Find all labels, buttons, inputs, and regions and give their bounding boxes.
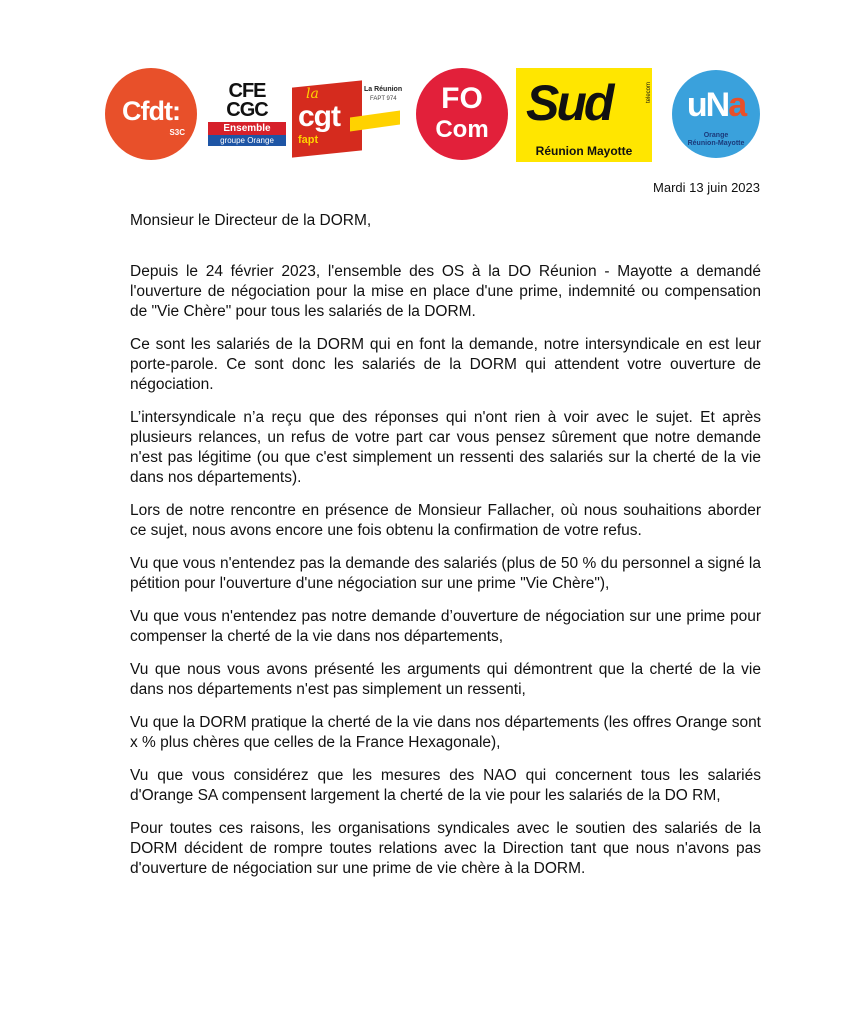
letter-paragraph: Vu que vous n'entendez pas notre demande d’ouverture de négociation sur une prime pour compenser la cherté de la vie dans nos départements, [130, 608, 761, 645]
letter-paragraph: Vu que vous n'entendez pas la demande des salariés (plus de 50 % du personnel a signé la pétition pour l'ouverture d'une négociation sur une prime "Vie Chère"), [130, 555, 761, 592]
cfdt-logo [105, 68, 197, 160]
cgt-logo-reunion: La Réunion [364, 86, 403, 93]
letter-salutation: Monsieur le Directeur de la DORM, [130, 212, 372, 229]
letter-paragraph: Vu que nous vous avons présenté les arguments qui démontrent que la cherté de la vie dans nos départements n'est pas simplement un ressenti, [130, 661, 761, 698]
letter-paragraph: Lors de notre rencontre en présence de Monsieur Fallacher, où nous souhaitions aborder ce sujet, nous avons encore une fois obtenu la confirmation de votre refus. [130, 502, 761, 539]
letter-paragraph: Depuis le 24 février 2023, l'ensemble des OS à la DO Réunion - Mayotte a demandé l'ouverture de négociation pour la mise en place d'une prime, indemnité ou compensation de "Vie Chère" pour tous les salariés de la DORM. [130, 263, 761, 320]
cfe-cgc-logo [208, 82, 286, 158]
cfe-cgc-groupe: groupe Orange [208, 135, 286, 146]
letter-paragraph: Ce sont les salariés de la DORM qui en font la demande, notre intersyndicale en est leur porte-parole. Ce sont donc les salariés de la DORM qui attendent votre ouverture de négociation. [130, 336, 761, 393]
unsa-logo-a: a [728, 86, 746, 124]
sud-logo-telecom: telecom [646, 82, 652, 104]
unsa-logo-sub [672, 132, 760, 148]
cfdt-logo-sub: S3C [169, 128, 185, 137]
letter-date: Mardi 13 juin 2023 [653, 180, 760, 195]
cfe-cgc-ensemble: Ensemble [208, 122, 286, 135]
fo-com-line2: Com [435, 116, 489, 143]
unsa-logo-un: uN [686, 86, 729, 124]
cgt-logo-la: la [306, 86, 319, 102]
sud-logo-name: Sud [526, 75, 612, 131]
unsa-logo [672, 70, 760, 158]
fo-com-logo [416, 68, 508, 160]
letter-paragraph: L’intersyndicale n’a reçu que des réponses qui n'ont rien à voir avec le sujet. Et après plusieurs relances, un refus de votre part car vous pensez sûrement que notre demande n'est pas légitime (ou que c'est simplement un ressenti des salariés sur la cherté de la vie dans nos départements). [130, 409, 761, 486]
cgt-logo-fapt: fapt [298, 134, 319, 146]
cfe-cgc-line1: CFE [228, 80, 266, 102]
unsa-logo-sub2: Réunion-Mayotte [687, 140, 745, 147]
letter-paragraph: Vu que la DORM pratique la cherté de la vie dans nos départements (les offres Orange sont x % plus chères que celles de la France Hexagonale), [130, 714, 761, 751]
sud-logo [516, 68, 652, 162]
cgt-logo-fapt974: FAPT 974 [370, 96, 397, 102]
sud-logo-region: Réunion Mayotte [535, 144, 633, 158]
cfe-cgc-line2: CGC [226, 99, 268, 121]
letter-body [130, 211, 761, 892]
cfdt-logo-text: Cfdt: [122, 96, 180, 126]
cgt-logo [292, 84, 410, 158]
cgt-logo-name: cgt [298, 100, 340, 133]
letter-paragraph: Pour toutes ces raisons, les organisations syndicales avec le soutien des salariés de la DORM décident de rompre toutes relations avec la Direction tant que nous n'avons pas d'ouverture de négociation sur une prime de vie chère à la DORM. [130, 820, 761, 877]
unsa-logo-sub1: Orange [703, 132, 729, 139]
fo-com-line1: FO [441, 82, 483, 115]
unsa-logo-name [672, 86, 760, 125]
union-logos [100, 64, 770, 164]
letter-paragraph: Vu que vous considérez que les mesures des NAO qui concernent tous les salariés d'Orange SA compensent largement la cherté de la vie pour les salariés de la DO RM, [130, 767, 761, 804]
